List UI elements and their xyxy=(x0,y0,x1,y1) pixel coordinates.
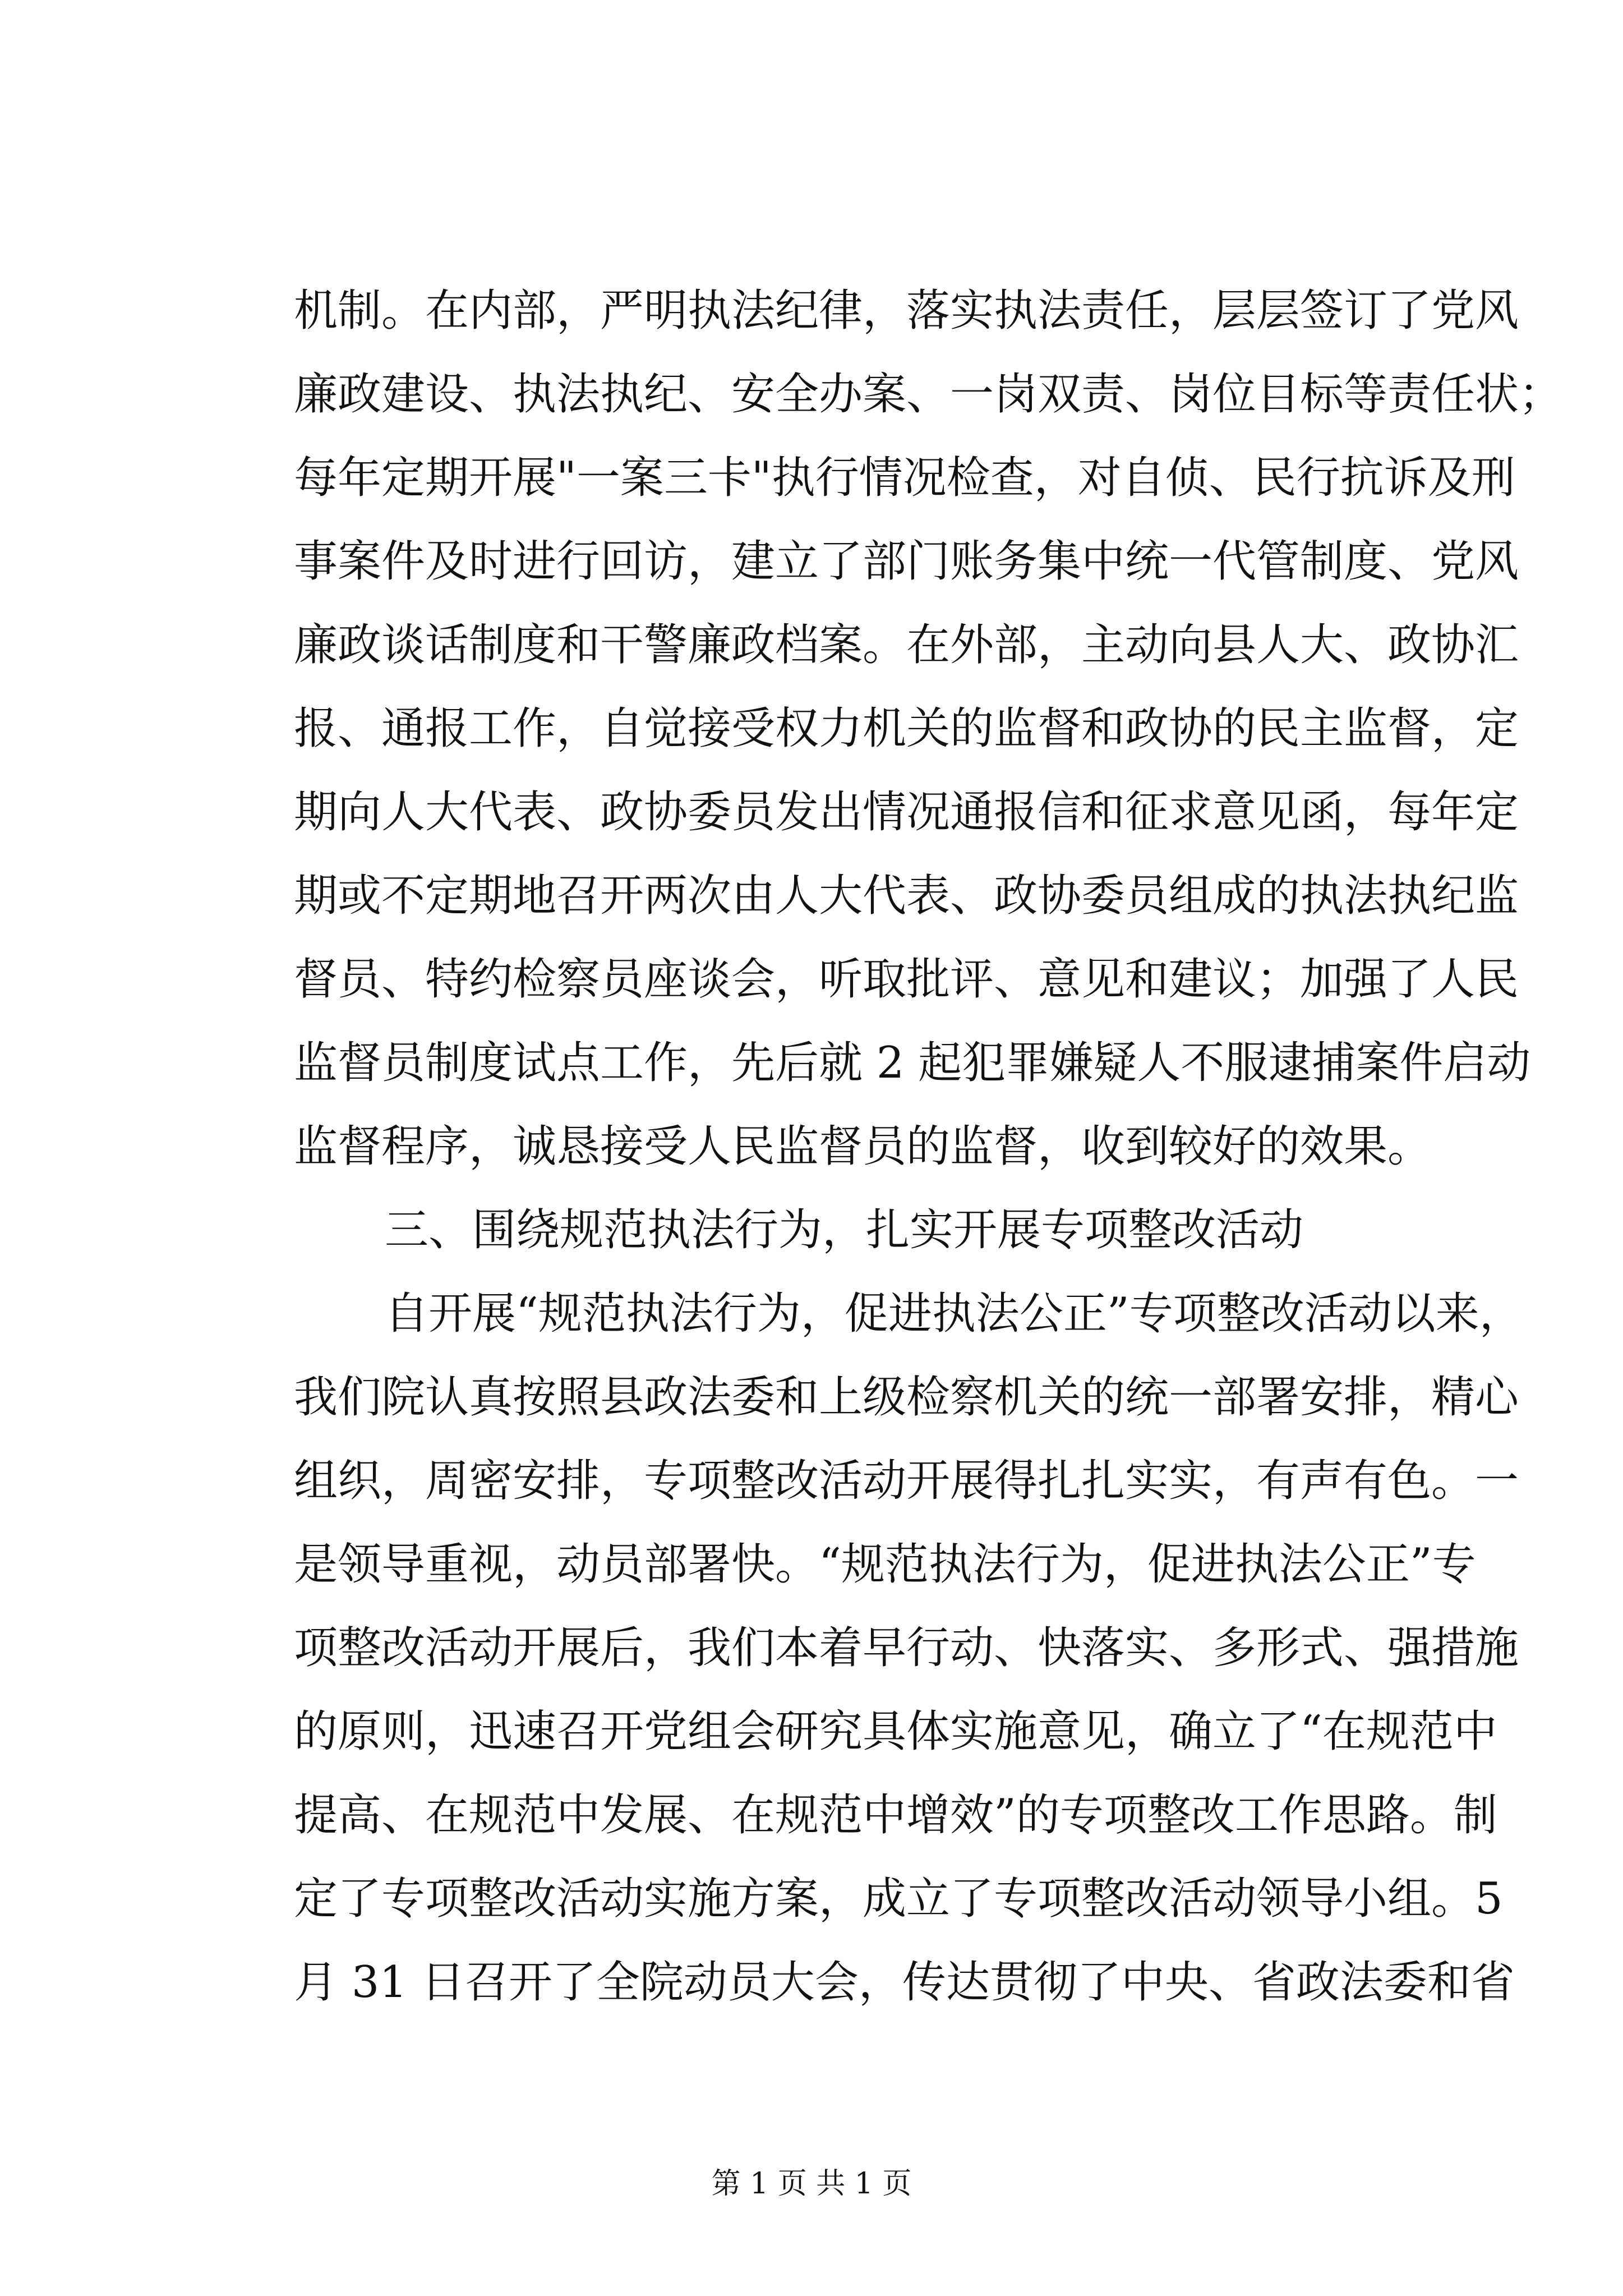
text-line: 期或不定期地召开两次由人大代表、政协委员组成的执法执纪监 xyxy=(294,871,1519,921)
text-line: 监督程序，诚恳接受人民监督员的监督，收到较好的效果。 xyxy=(294,1121,1432,1172)
text-line: 是领导重视，动员部署快。“规范执法行为，促进执法公正”专 xyxy=(294,1539,1476,1590)
text-line: 定了专项整改活动实施方案，成立了专项整改活动领导小组。5 xyxy=(294,1874,1503,1924)
text-line: 廉政谈话制度和干警廉政档案。在外部，主动向县人大、政协汇 xyxy=(294,620,1519,670)
text-line: 事案件及时进行回访，建立了部门账务集中统一代管制度、党风 xyxy=(294,536,1519,587)
paragraph-first-line: 自开展“规范执法行为，促进执法公正”专项整改活动以来， xyxy=(385,1289,1523,1339)
page-footer xyxy=(0,2164,1623,2203)
text-line: 组织，周密安排，专项整改活动开展得扎扎实实，有声有色。一 xyxy=(294,1456,1519,1506)
text-line: 提高、在规范中发展、在规范中增效”的专项整改工作思路。制 xyxy=(294,1790,1497,1841)
text-line: 期向人大代表、政协委员发出情况通报信和征求意见函，每年定 xyxy=(294,787,1519,838)
text-line: 报、通报工作，自觉接受权力机关的监督和政协的民主监督，定 xyxy=(294,703,1519,754)
text-line: 督员、特约检察员座谈会，听取批评、意见和建议；加强了人民 xyxy=(294,954,1519,1005)
page-number-label: 第 1 页 共 1 页 xyxy=(711,2167,912,2201)
text-line: 我们院认真按照县政法委和上级检察机关的统一部署安排，精心 xyxy=(294,1372,1519,1423)
section-heading: 三、围绕规范执法行为，扎实开展专项整改活动 xyxy=(385,1205,1304,1255)
document-body xyxy=(294,269,1563,2024)
text-line: 机制。在内部，严明执法纪律，落实执法责任，层层签订了党风 xyxy=(294,286,1519,336)
text-line: 廉政建设、执法执纪、安全办案、一岗双责、岗位目标等责任状； xyxy=(294,369,1563,420)
text-line: 项整改活动开展后，我们本着早行动、快落实、多形式、强措施 xyxy=(294,1623,1519,1673)
text-line: 月 31 日召开了全院动员大会，传达贯彻了中央、省政法委和省 xyxy=(294,1957,1515,2008)
text-line: 每年定期开展"一案三卡"执行情况检查，对自侦、民行抗诉及刑 xyxy=(294,453,1515,503)
text-line: 的原则，迅速召开党组会研究具体实施意见，确立了“在规范中 xyxy=(294,1706,1497,1757)
text-line: 监督员制度试点工作，先后就 2 起犯罪嫌疑人不服逮捕案件启动 xyxy=(294,1038,1531,1088)
